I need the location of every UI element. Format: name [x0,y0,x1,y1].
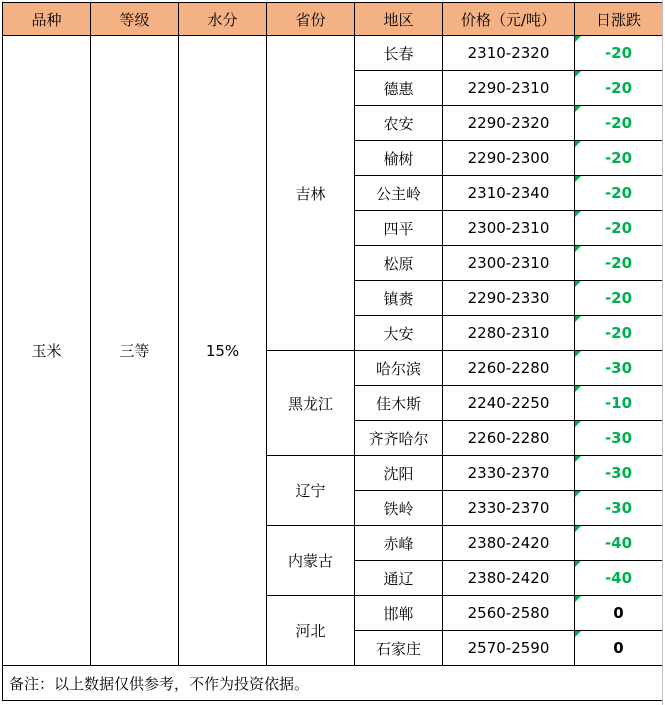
region-cell: 赤峰 [355,526,443,561]
header-change: 日涨跌 [575,3,663,36]
header-moisture: 水分 [179,3,267,36]
region-cell: 公主岭 [355,176,443,211]
change-cell: -30 [575,456,663,491]
region-cell: 四平 [355,211,443,246]
price-cell: 2380-2420 [443,561,575,596]
region-cell: 通辽 [355,561,443,596]
price-cell: 2330-2370 [443,456,575,491]
price-cell: 2290-2300 [443,141,575,176]
province-cell: 内蒙古 [267,526,355,596]
change-cell: -40 [575,561,663,596]
change-cell: -20 [575,176,663,211]
change-cell: -30 [575,421,663,456]
change-cell: 0 [575,631,663,666]
change-cell: -20 [575,316,663,351]
header-row [3,3,663,36]
price-cell: 2240-2250 [443,386,575,421]
price-cell: 2260-2280 [443,421,575,456]
price-cell: 2290-2330 [443,281,575,316]
province-cell: 吉林 [267,36,355,351]
note-row [3,666,663,701]
price-cell: 2310-2320 [443,36,575,71]
price-cell: 2300-2310 [443,246,575,281]
region-cell: 佳木斯 [355,386,443,421]
product-cell: 玉米 [3,36,91,666]
sheet-edge [662,0,663,705]
change-cell: -20 [575,281,663,316]
change-cell: -40 [575,526,663,561]
header-province: 省份 [267,3,355,36]
region-cell: 大安 [355,316,443,351]
region-cell: 农安 [355,106,443,141]
footnote: 备注：以上数据仅供参考，不作为投资依据。 [3,666,663,701]
region-cell: 长春 [355,36,443,71]
grade-cell: 三等 [91,36,179,666]
price-cell: 2280-2310 [443,316,575,351]
table-body [3,36,663,701]
change-cell: -20 [575,36,663,71]
price-cell: 2380-2420 [443,526,575,561]
region-cell: 哈尔滨 [355,351,443,386]
change-cell: -10 [575,386,663,421]
change-cell: -20 [575,71,663,106]
change-cell: -20 [575,141,663,176]
region-cell: 榆树 [355,141,443,176]
province-cell: 黑龙江 [267,351,355,456]
change-cell: -20 [575,211,663,246]
price-cell: 2330-2370 [443,491,575,526]
change-cell: -20 [575,246,663,281]
region-cell: 镇赉 [355,281,443,316]
province-cell: 河北 [267,596,355,666]
region-cell: 齐齐哈尔 [355,421,443,456]
moisture-cell: 15% [179,36,267,666]
price-cell: 2570-2590 [443,631,575,666]
change-cell: -30 [575,351,663,386]
region-cell: 德惠 [355,71,443,106]
header-grade: 等级 [91,3,179,36]
change-cell: -20 [575,106,663,141]
region-cell: 沈阳 [355,456,443,491]
header-product: 品种 [3,3,91,36]
region-cell: 石家庄 [355,631,443,666]
header-region: 地区 [355,3,443,36]
change-cell: 0 [575,596,663,631]
price-cell: 2300-2310 [443,211,575,246]
region-cell: 铁岭 [355,491,443,526]
price-cell: 2290-2320 [443,106,575,141]
corn-price-table [2,2,663,701]
region-cell: 邯郸 [355,596,443,631]
table-row [3,36,663,71]
price-cell: 2560-2580 [443,596,575,631]
price-cell: 2310-2340 [443,176,575,211]
province-cell: 辽宁 [267,456,355,526]
region-cell: 松原 [355,246,443,281]
change-cell: -30 [575,491,663,526]
price-cell: 2260-2280 [443,351,575,386]
header-price: 价格（元/吨） [443,3,575,36]
price-cell: 2290-2310 [443,71,575,106]
